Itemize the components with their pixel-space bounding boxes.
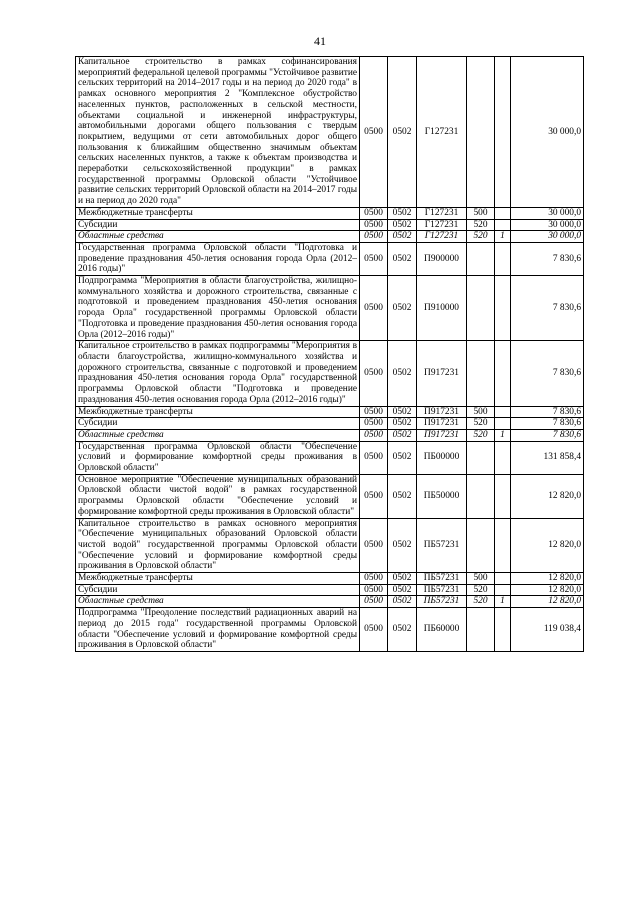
table-row: [76, 518, 584, 573]
target-article-code: Г127231: [417, 207, 467, 219]
expense-type-code: [467, 441, 495, 474]
budget-item-name: Областные средства: [76, 231, 360, 243]
funding-source-code: [495, 207, 511, 219]
target-article-code: П900000: [417, 242, 467, 275]
target-article-code: ПБ57231: [417, 573, 467, 585]
budget-item-name: Областные средства: [76, 429, 360, 441]
subsection-code: 0502: [388, 518, 417, 573]
section-code: 0500: [360, 219, 388, 231]
expense-type-code: [467, 341, 495, 406]
expense-type-code: [467, 276, 495, 341]
table-row: [76, 242, 584, 275]
budget-item-name: Межбюджетные трансферты: [76, 207, 360, 219]
amount-value: 30 000,0: [511, 57, 584, 208]
budget-item-name: Субсидии: [76, 219, 360, 231]
subsection-code: 0502: [388, 418, 417, 430]
target-article-code: Г127231: [417, 231, 467, 243]
expense-type-code: [467, 57, 495, 208]
section-code: 0500: [360, 276, 388, 341]
subsection-code: 0502: [388, 276, 417, 341]
table-row: [76, 573, 584, 585]
table-row: [76, 406, 584, 418]
target-article-code: ПБ57231: [417, 518, 467, 573]
amount-value: 119 038,4: [511, 608, 584, 652]
expense-type-code: [467, 242, 495, 275]
budget-item-name: Государственная программа Орловской области "Обеспечение условий и формирование комфортной среды проживания в Орловской области": [76, 441, 360, 474]
funding-source-code: [495, 406, 511, 418]
table-row: [76, 207, 584, 219]
expense-type-code: 520: [467, 231, 495, 243]
table-row: [76, 276, 584, 341]
page-number: 41: [314, 34, 326, 48]
budget-item-name: Капитальное строительство в рамках основного мероприятия "Обеспечение муниципальных образований Орловской области чистой водой" государственной программы Орловской области "Обеспечение условий и формирование комфортной среды проживания в Орловской области": [76, 518, 360, 573]
table-row: [76, 596, 584, 608]
target-article-code: ПБ50000: [417, 474, 467, 518]
section-code: 0500: [360, 518, 388, 573]
subsection-code: 0502: [388, 429, 417, 441]
expense-type-code: 520: [467, 584, 495, 596]
amount-value: 7 830,6: [511, 276, 584, 341]
section-code: 0500: [360, 231, 388, 243]
target-article-code: П917231: [417, 341, 467, 406]
section-code: 0500: [360, 57, 388, 208]
subsection-code: 0502: [388, 474, 417, 518]
subsection-code: 0502: [388, 207, 417, 219]
funding-source-code: 1: [495, 596, 511, 608]
target-article-code: Г127231: [417, 57, 467, 208]
funding-source-code: [495, 474, 511, 518]
subsection-code: 0502: [388, 573, 417, 585]
budget-item-name: Подпрограмма "Преодоление последствий радиационных аварий на период до 2015 года" государственной программы Орловской области "Обеспечение условий и формирование комфортной среды проживания в Орловской области": [76, 608, 360, 652]
funding-source-code: 1: [495, 429, 511, 441]
expense-type-code: [467, 518, 495, 573]
target-article-code: П917231: [417, 429, 467, 441]
subsection-code: 0502: [388, 231, 417, 243]
amount-value: 7 830,6: [511, 341, 584, 406]
expense-type-code: 500: [467, 573, 495, 585]
amount-value: 131 858,4: [511, 441, 584, 474]
funding-source-code: [495, 573, 511, 585]
section-code: 0500: [360, 207, 388, 219]
funding-source-code: [495, 219, 511, 231]
amount-value: 7 830,6: [511, 418, 584, 430]
expense-type-code: 520: [467, 596, 495, 608]
subsection-code: 0502: [388, 406, 417, 418]
funding-source-code: [495, 441, 511, 474]
section-code: 0500: [360, 584, 388, 596]
amount-value: 12 820,0: [511, 584, 584, 596]
amount-value: 30 000,0: [511, 219, 584, 231]
funding-source-code: [495, 57, 511, 208]
funding-source-code: [495, 341, 511, 406]
funding-source-code: [495, 608, 511, 652]
subsection-code: 0502: [388, 219, 417, 231]
subsection-code: 0502: [388, 584, 417, 596]
budget-item-name: Субсидии: [76, 584, 360, 596]
target-article-code: П910000: [417, 276, 467, 341]
expense-type-code: 520: [467, 418, 495, 430]
budget-item-name: Капитальное строительство в рамках софинансирования мероприятий федеральной целевой программы "Устойчивое развитие сельских территорий на 2014–2017 годы и на период до 2020 года" в рамках основного мероприятия 2 "Комплексное обустройство населенных пунктов, расположенных в сельской местности, объектами социальной и инженерной инфраструктуры, автомобильными дорогами общего пользования с твердым покрытием, ведущими от сети автомобильных дорог общего пользования к ближайшим общественно значимым объектам сельских населенных пунктов, а также к объектам производства и переработки сельскохозяйственной продукции" в рамках государственной программы Орловской области "Устойчивое развитие сельских территорий Орловской области на 2014–2017 годы и на период до 2020 года": [76, 57, 360, 208]
section-code: 0500: [360, 596, 388, 608]
table-row: [76, 608, 584, 652]
amount-value: 7 830,6: [511, 242, 584, 275]
section-code: 0500: [360, 441, 388, 474]
table-row: [76, 231, 584, 243]
subsection-code: 0502: [388, 57, 417, 208]
amount-value: 30 000,0: [511, 207, 584, 219]
amount-value: 30 000,0: [511, 231, 584, 243]
expense-type-code: [467, 474, 495, 518]
budget-table-body: [76, 57, 584, 652]
amount-value: 7 830,6: [511, 429, 584, 441]
section-code: 0500: [360, 429, 388, 441]
budget-item-name: Основное мероприятие "Обеспечение муниципальных образований Орловской области чистой водой" в рамках государственной программы Орловской области "Обеспечение условий и формирование комфортной среды проживания в Орловской области": [76, 474, 360, 518]
funding-source-code: [495, 584, 511, 596]
section-code: 0500: [360, 608, 388, 652]
budget-item-name: Подпрограмма "Мероприятия в области благоустройства, жилищно-коммунального хозяйства и дорожного строительства, связанные с подготовкой и проведением празднования 450-летия основания города Орла" государственной программы Орловской области "Подготовка и проведение празднования 450-летия основания города Орла (2012–2016 годы)": [76, 276, 360, 341]
target-article-code: ПБ57231: [417, 596, 467, 608]
table-row: [76, 57, 584, 208]
expense-type-code: [467, 608, 495, 652]
subsection-code: 0502: [388, 596, 417, 608]
table-row: [76, 219, 584, 231]
section-code: 0500: [360, 418, 388, 430]
amount-value: 12 820,0: [511, 474, 584, 518]
budget-item-name: Государственная программа Орловской области "Подготовка и проведение празднования 450-летия основания города Орла (2012–2016 годы)": [76, 242, 360, 275]
subsection-code: 0502: [388, 608, 417, 652]
target-article-code: П917231: [417, 406, 467, 418]
amount-value: 12 820,0: [511, 573, 584, 585]
section-code: 0500: [360, 573, 388, 585]
section-code: 0500: [360, 474, 388, 518]
expense-type-code: 500: [467, 207, 495, 219]
funding-source-code: 1: [495, 231, 511, 243]
table-row: [76, 418, 584, 430]
section-code: 0500: [360, 341, 388, 406]
amount-value: 7 830,6: [511, 406, 584, 418]
expense-type-code: 520: [467, 429, 495, 441]
funding-source-code: [495, 418, 511, 430]
budget-table: [75, 56, 584, 652]
target-article-code: ПБ57231: [417, 584, 467, 596]
funding-source-code: [495, 242, 511, 275]
target-article-code: ПБ60000: [417, 608, 467, 652]
target-article-code: Г127231: [417, 219, 467, 231]
funding-source-code: [495, 276, 511, 341]
budget-item-name: Капитальное строительство в рамках подпрограммы "Мероприятия в области благоустройства, жилищно-коммунального хозяйства и дорожного строительства, связанные с подготовкой и проведением празднования 450-летия основания города Орла" государственной программы Орловской области "Подготовка и проведение празднования 450-летия основания города Орла (2012–2016 годы)": [76, 341, 360, 406]
table-row: [76, 341, 584, 406]
funding-source-code: [495, 518, 511, 573]
subsection-code: 0502: [388, 242, 417, 275]
budget-item-name: Межбюджетные трансферты: [76, 406, 360, 418]
expense-type-code: 520: [467, 219, 495, 231]
table-row: [76, 474, 584, 518]
table-row: [76, 441, 584, 474]
subsection-code: 0502: [388, 441, 417, 474]
budget-item-name: Областные средства: [76, 596, 360, 608]
target-article-code: ПБ00000: [417, 441, 467, 474]
subsection-code: 0502: [388, 341, 417, 406]
amount-value: 12 820,0: [511, 596, 584, 608]
table-row: [76, 584, 584, 596]
expense-type-code: 500: [467, 406, 495, 418]
section-code: 0500: [360, 406, 388, 418]
budget-item-name: Субсидии: [76, 418, 360, 430]
budget-item-name: Межбюджетные трансферты: [76, 573, 360, 585]
amount-value: 12 820,0: [511, 518, 584, 573]
section-code: 0500: [360, 242, 388, 275]
target-article-code: П917231: [417, 418, 467, 430]
table-row: [76, 429, 584, 441]
